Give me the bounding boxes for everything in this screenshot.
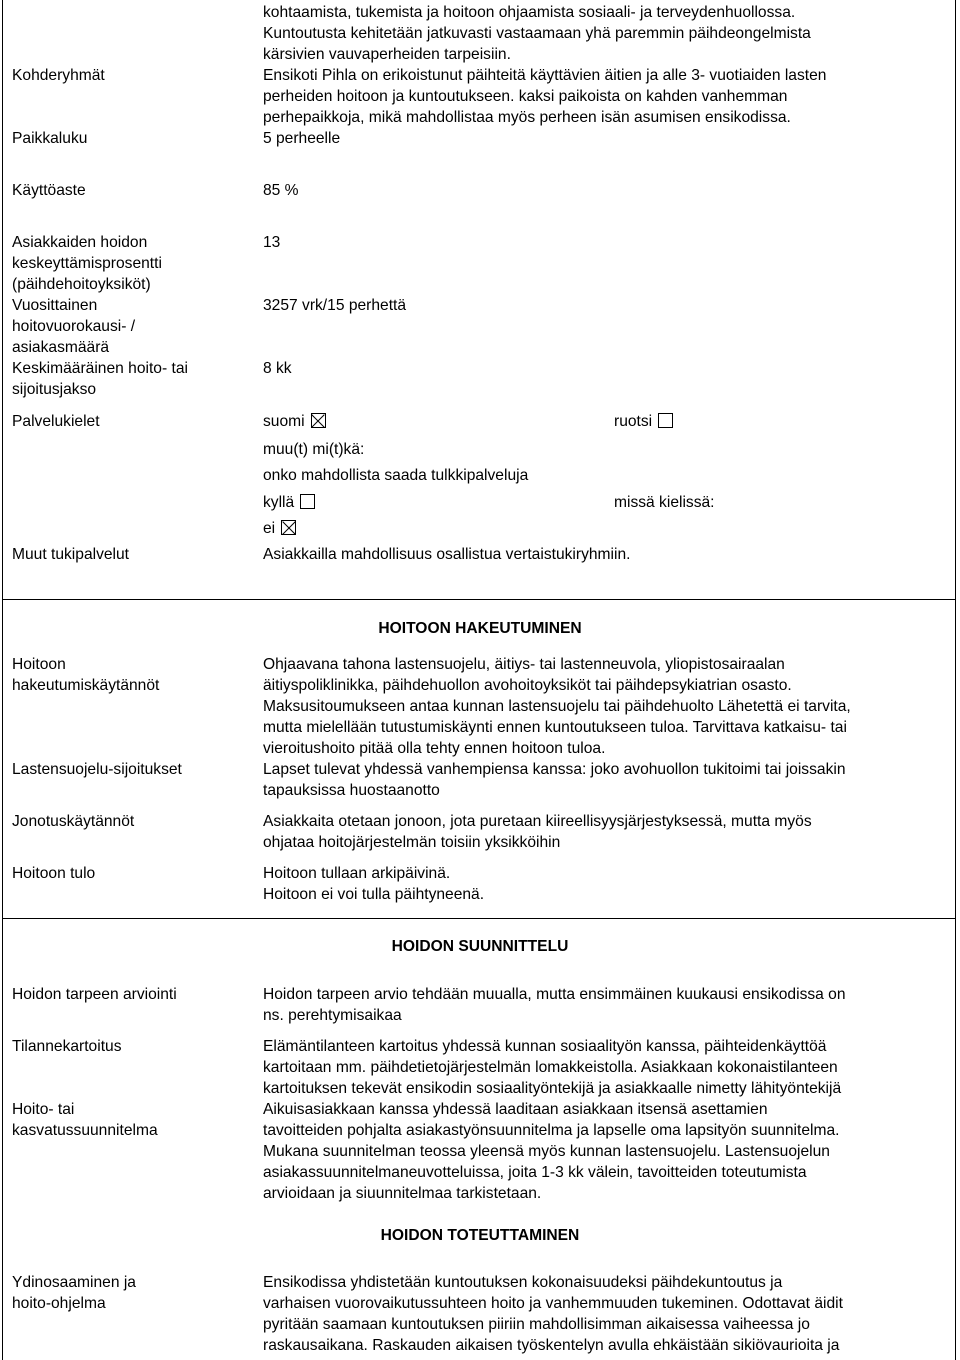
suunnitelma-label: kasvatussuunnitelma [12,1122,158,1139]
frame-right-border [955,918,956,1360]
kylla-label: kyllä [263,494,295,511]
frame-divider [2,918,956,919]
paikkaluku-label: Paikkaluku [12,130,88,147]
vuosittainen-label: hoitovuorokausi- / [12,318,136,335]
suomi-checkbox[interactable] [311,413,326,428]
ydinosaaminen-text: raskausaikana. Raskauden aikaisen työskentelyn avulla ehkäistään sikiövaurioita ja [263,1337,840,1354]
missa-kielissa-label: missä kielissä: [614,494,715,511]
muut-kielet-label: muu(t) mi(t)kä: [263,441,365,458]
frame-left-border [2,918,3,1360]
suunnitelma-text: asiakassuunnitelmaneuvotteluissa, joita 1-3 kk välein, tavoitteiden toteutumista [263,1164,807,1181]
tilannekartoitus-text: kartoitaan mm. päihdetietojärjestelmän lomakkeistolla. Asiakkaan kokonaistilanteen [263,1059,838,1076]
palvelukielet-label: Palvelukielet [12,413,100,430]
hoitoon-tulo-text: Hoitoon tullaan arkipäivinä. [263,865,451,882]
muut-tukipalvelut-value: Asiakkailla mahdollisuus osallistua vertaistukiryhmiin. [263,546,631,563]
hakeutumiskaytannot-label: hakeutumiskäytännöt [12,677,160,694]
ei-checkbox[interactable] [281,520,296,535]
keskeyttamis-value: 13 [263,234,281,251]
jonotus-label: Jonotuskäytännöt [12,813,135,830]
lastensuojelu-label: Lastensuojelu-sijoitukset [12,761,182,778]
hakeutumiskaytannot-text: mutta mielellään tutustumiskäynti ennen kuntoutukseen tuloa. Tarvittava katkaisu- tai [263,719,847,736]
suunnitelma-text: Mukana suunnitelman teossa yleensä myös kunnan lastensuojelu. Lastensuojelun [263,1143,830,1160]
section-title-hoitoon-hakeutuminen: HOITOON HAKEUTUMINEN [378,620,582,637]
ruotsi-label: ruotsi [614,413,653,430]
vuosittainen-value: 3257 vrk/15 perhettä [263,297,407,314]
frame-right-border [955,599,956,919]
frame-left-border [2,0,3,600]
language-option-suomi[interactable] [263,412,326,433]
suomi-label: suomi [263,413,305,430]
tarpeen-arviointi-text: ns. perehtymisaikaa [263,1007,402,1024]
intro-line: kärsivien vauvaperheiden tarpeisiin. [263,46,511,63]
vuosittainen-label: Vuosittainen [12,297,98,314]
jonotus-text: ohjataa hoitojärjestelmän toisiin yksikköihin [263,834,561,851]
keskeyttamis-label: Asiakkaiden hoidon [12,234,148,251]
intro-line: kohtaamista, tukemista ja hoitoon ohjaamista sosiaali- ja terveydenhuollossa. [263,4,796,21]
ruotsi-checkbox[interactable] [658,413,673,428]
hakeutumiskaytannot-text: Maksusitoumukseen antaa kunnan lastensuojelu tai päihdehuolto Lähetettä ei tarvita, [263,698,851,715]
kylla-checkbox[interactable] [300,494,315,509]
keskimaarainen-label: Keskimääräinen hoito- tai [12,360,188,377]
keskimaarainen-label: sijoitusjakso [12,381,97,398]
hoitoon-tulo-label: Hoitoon tulo [12,865,96,882]
hakeutumiskaytannot-text: vieroitushoito pitää olla tehty ennen hoitoon tuloa. [263,740,606,757]
kohderyhmat-text: Ensikoti Pihla on erikoistunut päihteitä käyttävien äitien ja alle 3- vuotiaiden lasten [263,67,827,84]
language-option-ruotsi[interactable] [614,412,673,433]
kayttoaste-label: Käyttöaste [12,182,86,199]
ydinosaaminen-label: Ydinosaaminen ja [12,1274,136,1291]
suunnitelma-label: Hoito- tai [12,1101,75,1118]
tilannekartoitus-label: Tilannekartoitus [12,1038,122,1055]
suunnitelma-text: Aikuisasiakkaan kanssa yhdessä laaditaan asiakkaan itsensä asettamien [263,1101,768,1118]
kohderyhmat-label: Kohderyhmät [12,67,105,84]
section-title-hoidon-toteuttaminen: HOIDON TOTEUTTAMINEN [380,1227,580,1244]
ydinosaaminen-text: Ensikodissa yhdistetään kuntoutuksen kokonaisuudeksi päihdekuntoutus ja [263,1274,783,1291]
frame-right-border [955,0,956,600]
section-title-hoidon-suunnittelu: HOIDON SUUNNITTELU [391,938,569,955]
tulkki-option-ei[interactable] [263,519,296,540]
hakeutumiskaytannot-text: äitiyspoliklinikka, päihdehuollon avohoitoyksiköt tai päihdepsykiatrian osasto. [263,677,792,694]
ydinosaaminen-label: hoito-ohjelma [12,1295,106,1312]
keskeyttamis-label: keskeyttämisprosentti [12,255,162,272]
lastensuojelu-text: Lapset tulevat yhdessä vanhempiensa kanssa: joko avohuollon tukitoimi tai joissakin [263,761,846,778]
paikkaluku-value: 5 perheelle [263,130,341,147]
frame-divider [2,599,956,600]
muut-tukipalvelut-label: Muut tukipalvelut [12,546,130,563]
frame-left-border [2,599,3,919]
hakeutumiskaytannot-text: Ohjaavana tahona lastensuojelu, äitiys- tai lastenneuvola, yliopistosairaalan [263,656,785,673]
vuosittainen-label: asiakasmäärä [12,339,110,356]
ydinosaaminen-text: pyritään saamaan kuntoutuksen piiriin mahdollisimman aikaisessa vaiheessa jo [263,1316,810,1333]
kohderyhmat-text: perhepaikkoja, mikä mahdollistaa myös perheen isän asumisen ensikodissa. [263,109,791,126]
tilannekartoitus-text: Elämäntilanteen kartoitus yhdessä kunnan sosiaalityön kanssa, päihteidenkäyttöä [263,1038,827,1055]
ydinosaaminen-text: varhaisen vuorovaikutussuhteen hoito ja vanhemmuuden tukeminen. Odottavat äidit [263,1295,843,1312]
kohderyhmat-text: perheiden hoitoon ja kuntoutukseen. kaksi paikoista on kahden vanhemman [263,88,788,105]
jonotus-text: Asiakkaita otetaan jonoon, jota puretaan kiireellisyysjärjestyksessä, mutta myös [263,813,812,830]
keskimaarainen-value: 8 kk [263,360,292,377]
tarpeen-arviointi-label: Hoidon tarpeen arviointi [12,986,177,1003]
suunnitelma-text: tavoitteiden pohjalta asiakastyönsuunnitelma ja lapselle oma lapsityön suunnitelma. [263,1122,840,1139]
kayttoaste-value: 85 % [263,182,299,199]
ei-label: ei [263,520,276,537]
tilannekartoitus-text: kartoituksen tekevät ensikodin sosiaalityöntekijä ja asiakkaalle nimetty lähityöntekijä [263,1080,842,1097]
keskeyttamis-label: (päihdehoitoyksiköt) [12,276,151,293]
tulkki-question: onko mahdollista saada tulkkipalveluja [263,467,529,484]
suunnitelma-text: arvioidaan ja siuunnitelmaa tarkistetaan. [263,1185,542,1202]
tulkki-option-kylla[interactable] [263,493,315,514]
hoitoon-tulo-text: Hoitoon ei voi tulla päihtyneenä. [263,886,485,903]
intro-line: Kuntoutusta kehitetään jatkuvasti vastaamaan yhä paremmin päihdeongelmista [263,25,811,42]
hakeutumiskaytannot-label: Hoitoon [12,656,66,673]
tarpeen-arviointi-text: Hoidon tarpeen arvio tehdään muualla, mutta ensimmäinen kuukausi ensikodissa on [263,986,846,1003]
lastensuojelu-text: tapauksissa huostaanotto [263,782,440,799]
